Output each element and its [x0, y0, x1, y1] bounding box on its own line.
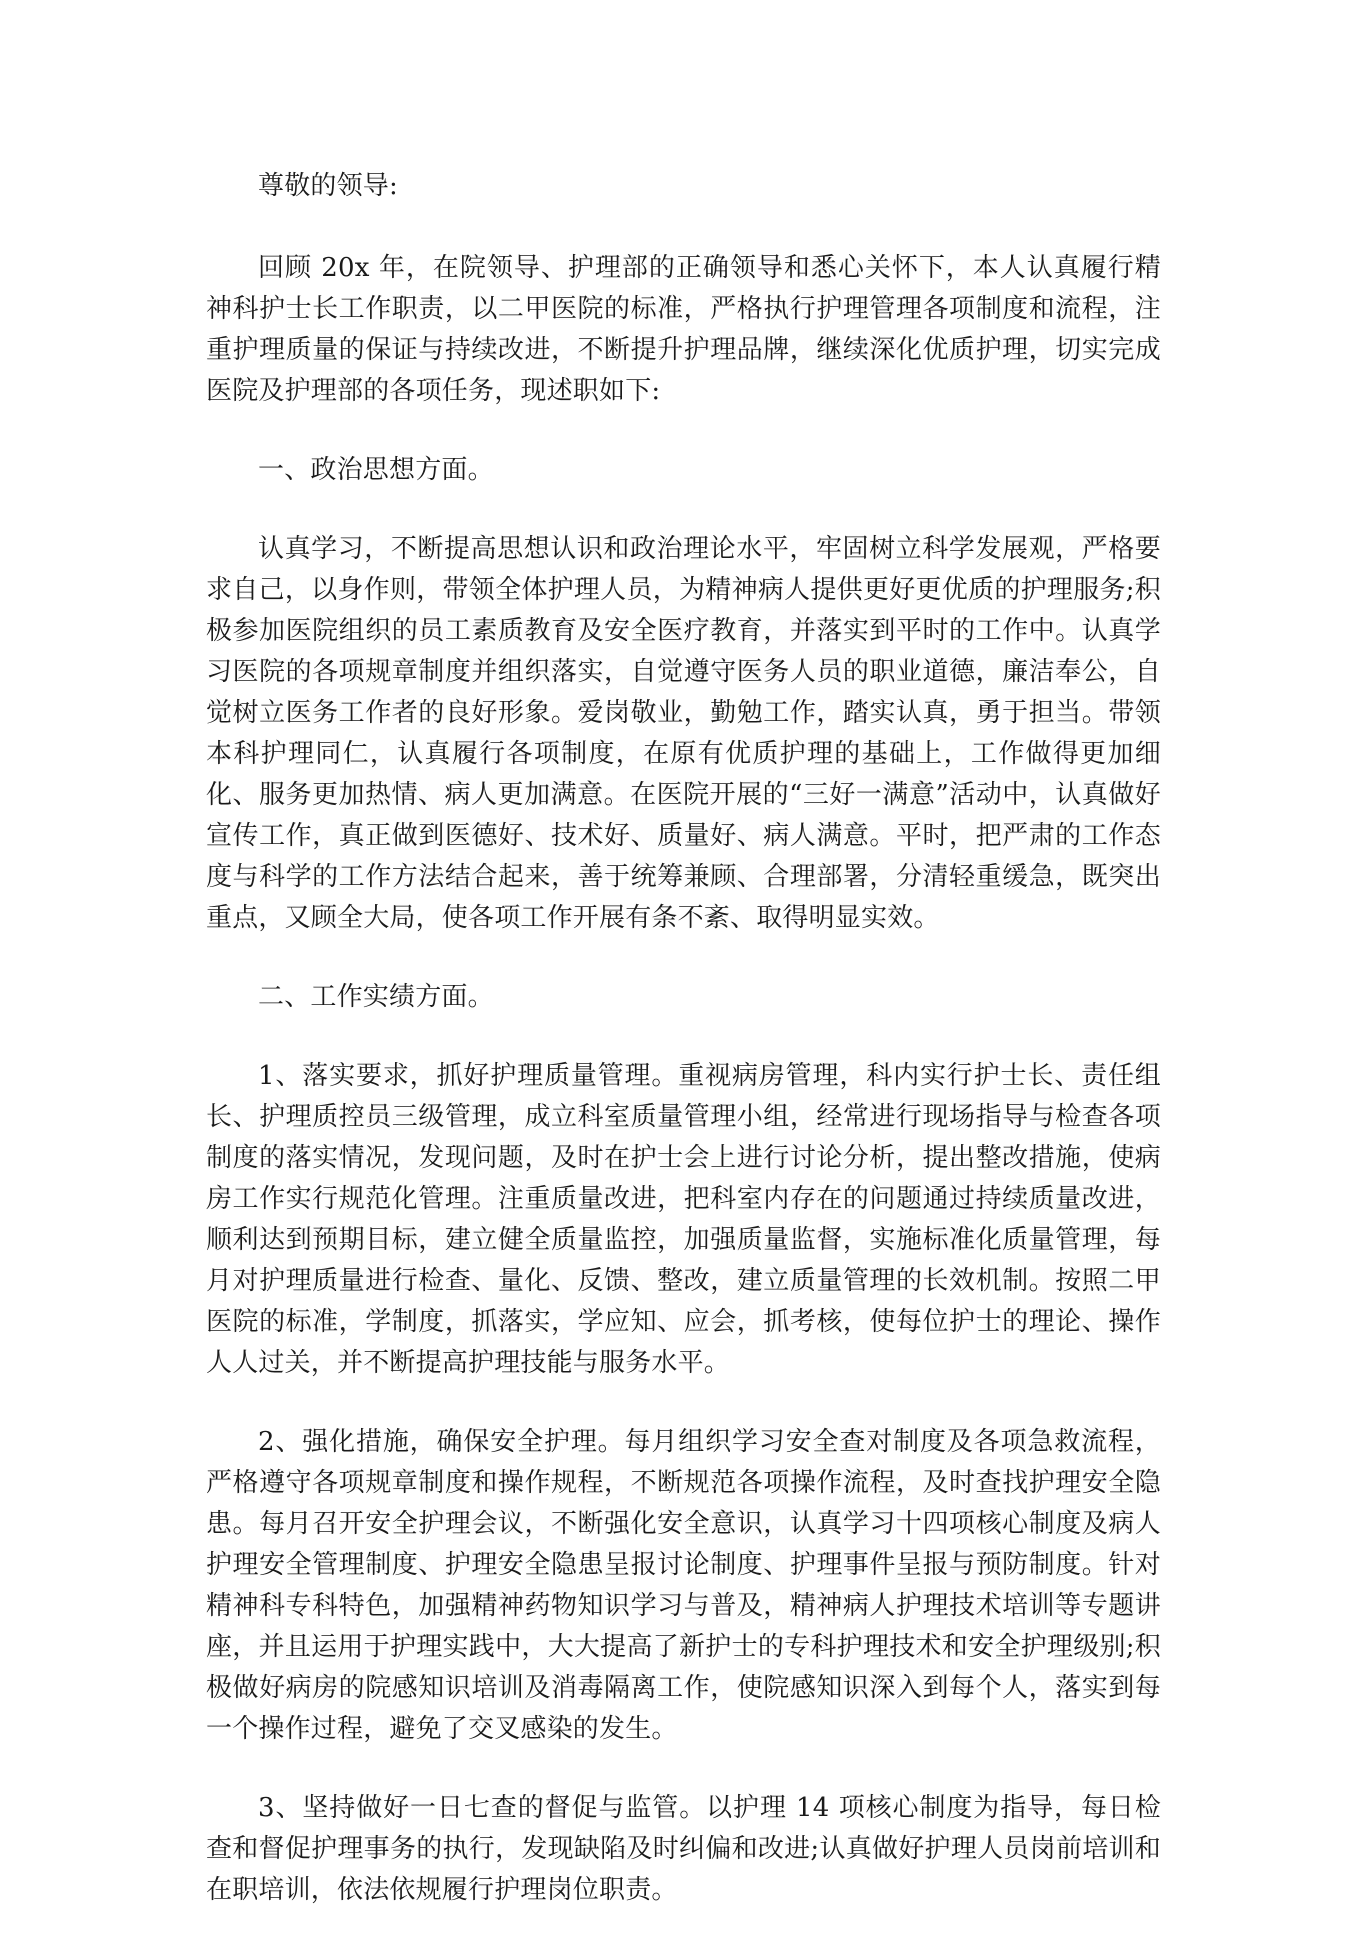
achievement-item-1: 1、落实要求，抓好护理质量管理。重视病房管理，科内实行护士长、责任组长、护理质控员三级管理，成立科室质量管理小组，经常进行现场指导与检查各项制度的落实情况，发现问题，及时在护士会上进行讨论分析，提出整改措施，使病房工作实行规范化管理。注重质量改进，把科室内存在的问题通过持续质量改进，顺利达到预期目标，建立健全质量监控，加强质量监督，实施标准化质量管理，每月对护理质量进行检查、量化、反馈、整改，建立质量管理的长效机制。按照二甲医院的标准，学制度，抓落实，学应知、应会，抓考核，使每位护士的理论、操作人人过关，并不断提高护理技能与服务水平。	[206, 1061, 1161, 1378]
intro-paragraph: 回顾 20x 年，在院领导、护理部的正确领导和悉心关怀下，本人认真履行精神科护士长工作职责，以二甲医院的标准，严格执行护理管理各项制度和流程，注重护理质量的保证与持续改进，不断提升护理品牌，继续深化优质护理，切实完成医院及护理部的各项任务，现述职如下:	[206, 253, 1161, 406]
section-heading-political: 一、政治思想方面。	[258, 455, 494, 485]
salutation: 尊敬的领导:	[258, 171, 398, 201]
document-body	[206, 166, 1161, 1949]
section-heading-achievements: 二、工作实绩方面。	[258, 982, 494, 1012]
achievement-item-3: 3、坚持做好一日七查的督促与监管。以护理 14 项核心制度为指导，每日检查和督促护理事务的执行，发现缺陷及时纠偏和改进;认真做好护理人员岗前培训和在职培训，依法依规履行护理岗位职责。	[206, 1793, 1161, 1905]
achievement-item-2: 2、强化措施，确保安全护理。每月组织学习安全查对制度及各项急救流程，严格遵守各项规章制度和操作规程，不断规范各项操作流程，及时查找护理安全隐患。每月召开安全护理会议，不断强化安全意识，认真学习十四项核心制度及病人护理安全管理制度、护理安全隐患呈报讨论制度、护理事件呈报与预防制度。针对精神科专科特色，加强精神药物知识学习与普及，精神病人护理技术培训等专题讲座，并且运用于护理实践中，大大提高了新护士的专科护理技术和安全护理级别;积极做好病房的院感知识培训及消毒隔离工作，使院感知识深入到每个人，落实到每一个操作过程，避免了交叉感染的发生。	[206, 1427, 1161, 1744]
political-paragraph: 认真学习，不断提高思想认识和政治理论水平，牢固树立科学发展观，严格要求自己，以身作则，带领全体护理人员，为精神病人提供更好更优质的护理服务;积极参加医院组织的员工素质教育及安全医疗教育，并落实到平时的工作中。认真学习医院的各项规章制度并组织落实，自觉遵守医务人员的职业道德，廉洁奉公，自觉树立医务工作者的良好形象。爱岗敬业，勤勉工作，踏实认真，勇于担当。带领本科护理同仁，认真履行各项制度，在原有优质护理的基础上，工作做得更加细化、服务更加热情、病人更加满意。在医院开展的“三好一满意”活动中，认真做好宣传工作，真正做到医德好、技术好、质量好、病人满意。平时，把严肃的工作态度与科学的工作方法结合起来，善于统筹兼顾、合理部署，分清轻重缓急，既突出重点，又顾全大局，使各项工作开展有条不紊、取得明显实效。	[206, 534, 1161, 933]
